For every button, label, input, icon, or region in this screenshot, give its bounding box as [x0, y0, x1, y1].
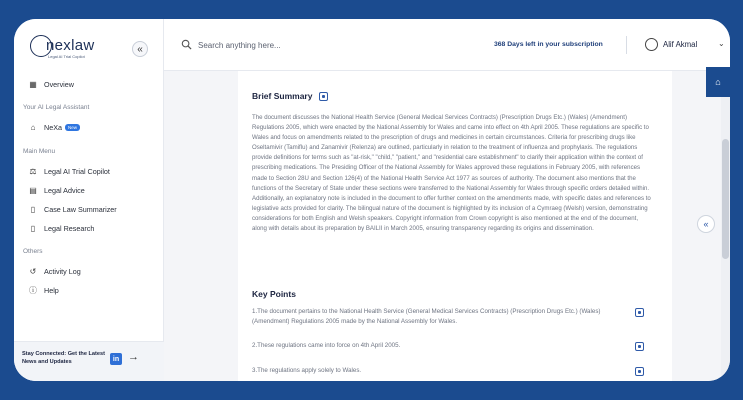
copy-icon[interactable] [635, 342, 644, 351]
sidebar-item-label: NeXa [44, 122, 62, 132]
brief-summary-heading [252, 91, 328, 101]
right-panel-tab[interactable] [706, 67, 730, 97]
collapse-sidebar-button[interactable] [132, 41, 148, 57]
double-chevron-left-icon: « [703, 219, 709, 229]
search-icon [181, 39, 192, 50]
copy-icon[interactable] [635, 367, 644, 376]
subscription-status: 368 Days left in your subscription [494, 41, 603, 48]
sidebar-item-label: Legal Advice [44, 185, 85, 195]
sidebar-item-trial-copilot[interactable] [28, 164, 110, 178]
app-window [14, 19, 730, 381]
brief-summary-title: Brief Summary [252, 91, 313, 101]
gavel-icon: ⚖ [29, 166, 37, 176]
document-card [238, 71, 672, 381]
user-name[interactable]: Alif Akmal [663, 40, 698, 49]
new-badge: New [65, 124, 80, 131]
logo-text: nexlaw [46, 37, 95, 54]
robot-icon: ⌂ [30, 122, 36, 132]
sidebar-item-legal-advice[interactable] [28, 183, 85, 197]
section-label-main: Main Menu [23, 148, 56, 155]
sidebar [14, 19, 164, 381]
help-icon: ⓘ [29, 285, 37, 295]
key-point-item: 1.The document pertains to the National Health Service (General Medical Services Contracts) (Prescription Drugs Etc.) (Wales) (Amendment) Regulations 2005 made by the National Assembly for Wales. [252, 308, 601, 325]
search-input[interactable] [198, 38, 418, 52]
home-icon: ⌂ [715, 77, 721, 87]
grid-icon: ▦ [29, 79, 37, 89]
sidebar-item-overview[interactable] [28, 77, 74, 91]
copy-icon[interactable] [635, 308, 644, 317]
main-content [164, 71, 730, 381]
user-avatar-icon[interactable] [645, 38, 658, 51]
sidebar-footer [14, 341, 164, 381]
key-points-heading: Key Points [252, 289, 296, 299]
history-icon: ↺ [29, 266, 37, 276]
divider [626, 36, 627, 54]
sidebar-item-label: Legal AI Trial Copilot [44, 166, 110, 176]
copy-icon[interactable] [319, 92, 328, 101]
arrow-right-icon: → [128, 351, 139, 363]
expand-panel-button[interactable] [697, 215, 715, 233]
double-chevron-left-icon: « [137, 43, 143, 55]
scrollbar-thumb[interactable] [722, 139, 729, 259]
sidebar-item-nexa[interactable] [28, 120, 80, 134]
sidebar-item-label: Overview [44, 79, 74, 89]
sidebar-item-help[interactable] [28, 283, 59, 297]
linkedin-button[interactable] [110, 353, 122, 365]
logo[interactable] [26, 35, 95, 61]
summary-text: The document discusses the National Health Service (General Medical Services Contracts) (Prescription Drugs Etc.) (Wales) (Amendment) Regulations 2005, which were enacted by the National Assembly for Wales and came into effect on 4th April 2005. These regulations are specific to Wales and focus on amendments related to the prescription of drugs and medicines in certain circumstances. Criteria for prescribing drugs like Oseltamivir (Tamiflu) and Zanamivir (Relenza) are outlined, particularly in relation to the treatment of influenza and prophylaxis. The regulations provide definitions for terms such as "at-risk," "child," "patient," and "residential care establishment" to clarify their application within the context of prescribing medications. The Presiding Officer of the National Assembly for Wales approved these regulations in February 2005, with references made to Section 28U and Section 126(4) of the National Health Service Act 1977 as sources of authority. The document also mentions that the functions of the Secretary of State under these sections were transferred to the National Assembly for Wales through specific orders detailed within. Additionally, an explanatory note is included in the document to offer further context on the amendments made, with specific dates and references to legislative acts provided for clarity. The bilingual nature of the document is highlighted by its inclusion of a Cymraeg (Welsh) version, demonstrating considerations for both English and Welsh speakers. Copyright information from Crown copyright is also mentioned at the end of the document, along with details about its preparation by BAILII in March 2005, ensuring transparency regarding its origins and dissemination. [252, 114, 651, 233]
document-icon: ▤ [29, 185, 37, 195]
sidebar-item-label: Case Law Summarizer [44, 204, 117, 214]
key-point-item: 3.The regulations apply solely to Wales. [252, 367, 362, 374]
section-label-assistant: Your AI Legal Assistant [23, 104, 90, 111]
file-icon: ▯ [30, 204, 36, 214]
logo-tagline: Legal AI Trial Copilot [48, 54, 85, 59]
top-bar [164, 19, 730, 71]
sidebar-item-case-law-summarizer[interactable] [28, 202, 117, 216]
key-point-item: 2.These regulations came into force on 4th April 2005. [252, 342, 401, 349]
sidebar-item-activity-log[interactable] [28, 264, 81, 278]
arrow-right-button[interactable] [128, 351, 139, 363]
sidebar-item-legal-research[interactable] [28, 221, 94, 235]
section-label-others: Others [23, 248, 43, 255]
sidebar-item-label: Activity Log [44, 266, 81, 276]
stay-connected-text: Stay Connected: Get the Latest News and Updates [22, 351, 105, 365]
linkedin-icon: in [112, 355, 120, 363]
file-search-icon: ▯ [30, 223, 36, 233]
sidebar-item-label: Help [44, 285, 59, 295]
chevron-down-icon[interactable]: ⌄ [718, 39, 725, 48]
sidebar-item-label: Legal Research [44, 223, 95, 233]
